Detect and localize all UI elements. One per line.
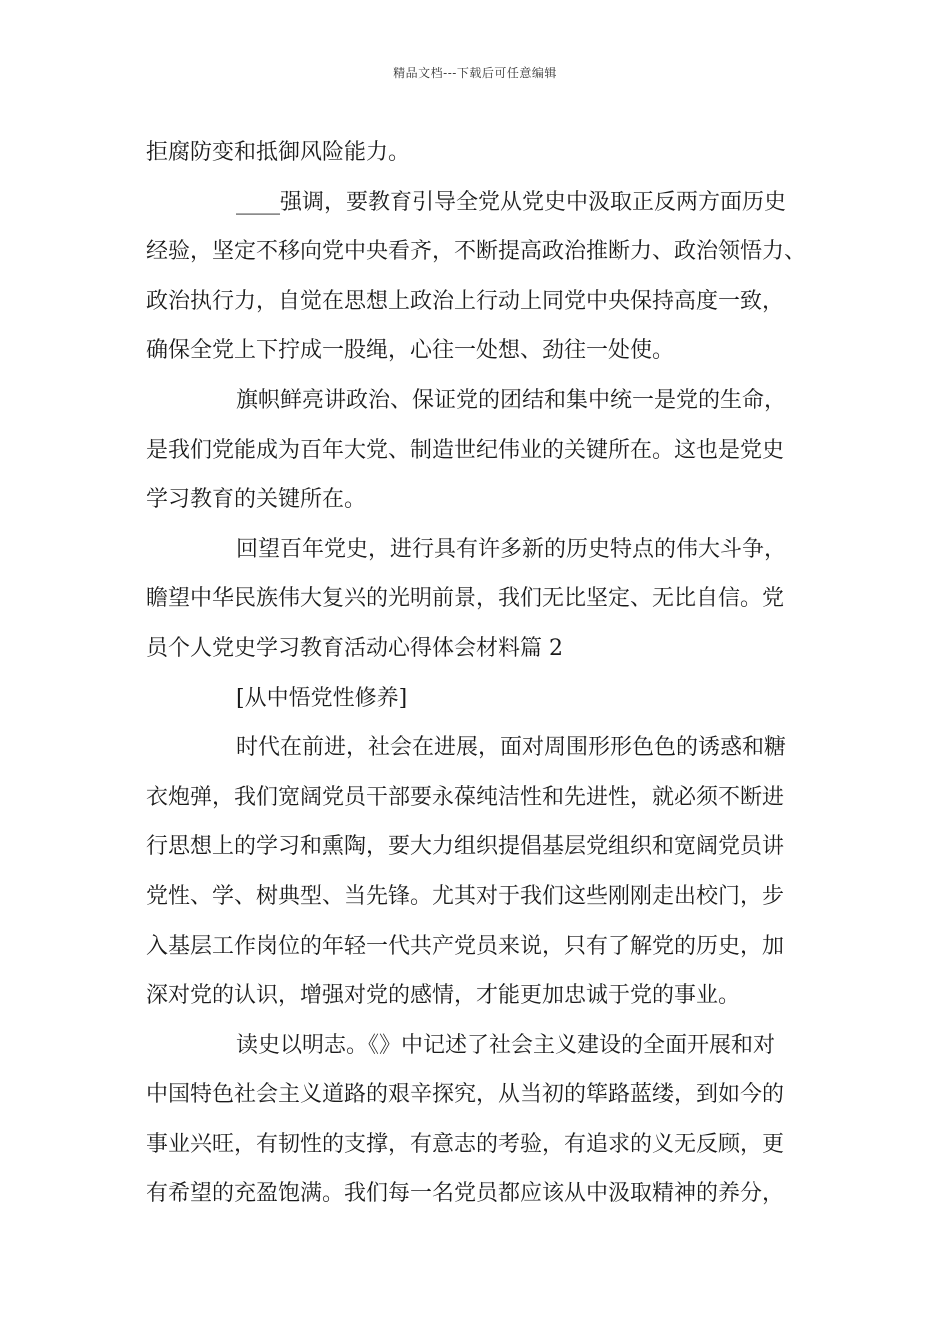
text-line: 经验，坚定不移向党中央看齐，不断提高政治推断力、政治领悟力、	[146, 239, 807, 265]
text-line: 党性、学、树典型、当先锋。尤其对于我们这些刚刚走出校门，步	[146, 883, 785, 909]
text-line: ____强调，要教育引导全党从党史中汲取正反两方面历史	[236, 189, 787, 215]
text-line: 读史以明志。《》中记述了社会主义建设的全面开展和对	[236, 1032, 776, 1058]
text-line: 政治执行力，自觉在思想上政治上行动上同党中央保持高度一致，	[146, 288, 785, 314]
document-body	[146, 128, 826, 1219]
text-line: 衣炮弹，我们宽阔党员干部要永葆纯洁性和先进性，就必须不断进	[146, 784, 785, 810]
text-line: 员个人党史学习教育活动心得体会材料篇 2	[146, 635, 563, 661]
text-line: 是我们党能成为百年大党、制造世纪伟业的关键所在。这也是党史	[146, 437, 785, 463]
text-line: 学习教育的关键所在。	[146, 487, 367, 513]
text-line: 瞻望中华民族伟大复兴的光明前景，我们无比坚定、无比自信。党	[146, 586, 785, 612]
text-line: 行思想上的学习和熏陶，要大力组织提倡基层党组织和宽阔党员讲	[146, 834, 785, 860]
text-line: 确保全党上下拧成一股绳，心往一处想、劲往一处使。	[146, 338, 675, 364]
text-line: 有希望的充盈饱满。我们每一名党员都应该从中汲取精神的养分，	[146, 1181, 785, 1207]
text-line: 时代在前进，社会在进展，面对周围形形色色的诱惑和糖	[236, 735, 787, 761]
text-line: 回望百年党史，进行具有许多新的历史特点的伟大斗争，	[236, 536, 787, 562]
text-line: 事业兴旺，有韧性的支撑，有意志的考验，有追求的义无反顾，更	[146, 1131, 785, 1157]
text-line: 入基层工作岗位的年轻一代共产党员来说，只有了解党的历史，加	[146, 933, 785, 959]
text-line: 深对党的认识，增强对党的感情，才能更加忠诚于党的事业。	[146, 983, 741, 1009]
page-header: 精品文档---下载后可任意编辑	[393, 66, 557, 80]
text-line: 拒腐防变和抵御风险能力。	[146, 140, 411, 165]
text-line: 中国特色社会主义道路的艰辛探究，从当初的筚路蓝缕，到如今的	[146, 1082, 785, 1108]
section-heading: [从中悟党性修养]	[236, 685, 408, 711]
text-line: 旗帜鲜亮讲政治、保证党的团结和集中统一是党的生命，	[236, 387, 787, 413]
